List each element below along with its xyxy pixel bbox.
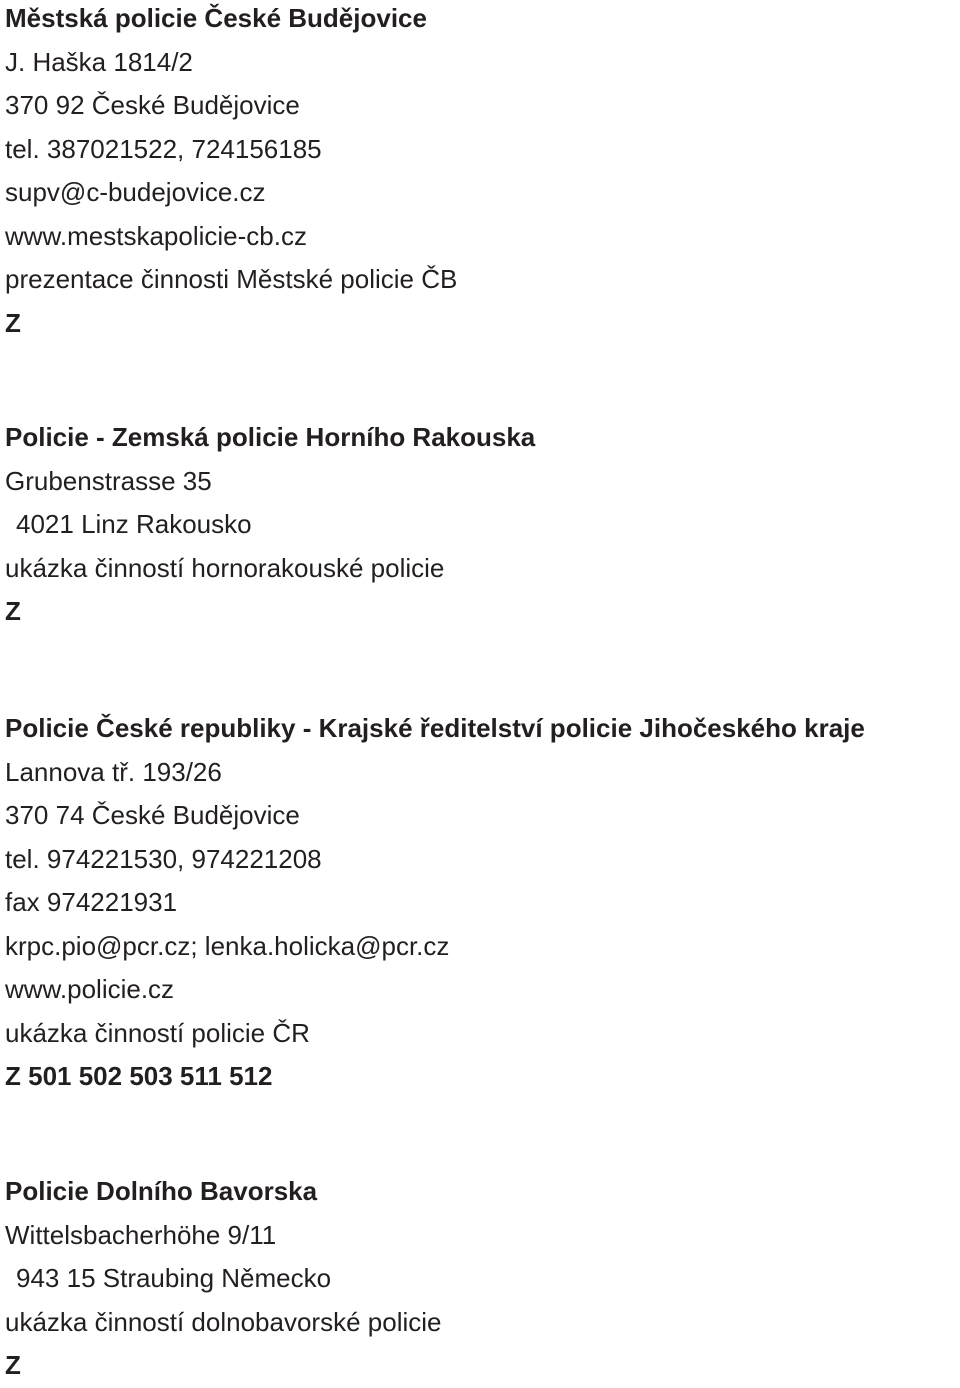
description-line: ukázka činností dolnobavorské policie [5, 1306, 442, 1337]
contact-block-lower-bavaria-police [5, 1170, 441, 1388]
contact-block-city-police [5, 0, 457, 345]
description-line: prezentace činnosti Městské policie ČB [5, 264, 458, 294]
description-line: ukázka činností hornorakouské policie [5, 552, 445, 583]
contact-block-upper-austria-police [5, 416, 535, 634]
address-city: 370 92 České Budějovice [5, 90, 300, 120]
code-line: Z 501 502 503 511 512 [5, 1061, 273, 1091]
fax-line: fax 974221931 [5, 887, 178, 917]
address-street: Grubenstrasse 35 [5, 465, 212, 496]
code-line: Z [5, 596, 21, 626]
address-street: Wittelsbacherhöhe 9/11 [5, 1219, 277, 1250]
contact-block-czech-police [5, 707, 865, 1099]
address-city: 370 74 České Budějovice [5, 800, 300, 830]
block-title: Policie - Zemská policie Horního Rakouska [5, 422, 536, 452]
block-title: Městská policie České Budějovice [5, 3, 427, 33]
website-line: www.mestskapolicie-cb.cz [5, 220, 307, 251]
phone-line: tel. 387021522, 724156185 [5, 133, 322, 164]
address-street: Lannova tř. 193/26 [5, 756, 222, 787]
code-line: Z [5, 307, 21, 338]
code-line: Z [5, 1350, 21, 1380]
email-line: supv@c-budejovice.cz [5, 177, 266, 207]
phone-line: tel. 974221530, 974221208 [5, 843, 322, 874]
address-city: 943 15 Straubing Německo [16, 1263, 332, 1293]
address-street: J. Haška 1814/2 [5, 46, 193, 77]
email-line: krpc.pio@pcr.cz; lenka.holicka@pcr.cz [5, 930, 450, 961]
block-title: Policie České republiky - Krajské ředitelství policie Jihočeského kraje [5, 713, 865, 743]
description-line: ukázka činností policie ČR [5, 1017, 310, 1048]
website-line: www.policie.cz [5, 974, 175, 1004]
address-city: 4021 Linz Rakousko [16, 509, 252, 539]
block-title: Policie Dolního Bavorska [5, 1176, 318, 1206]
